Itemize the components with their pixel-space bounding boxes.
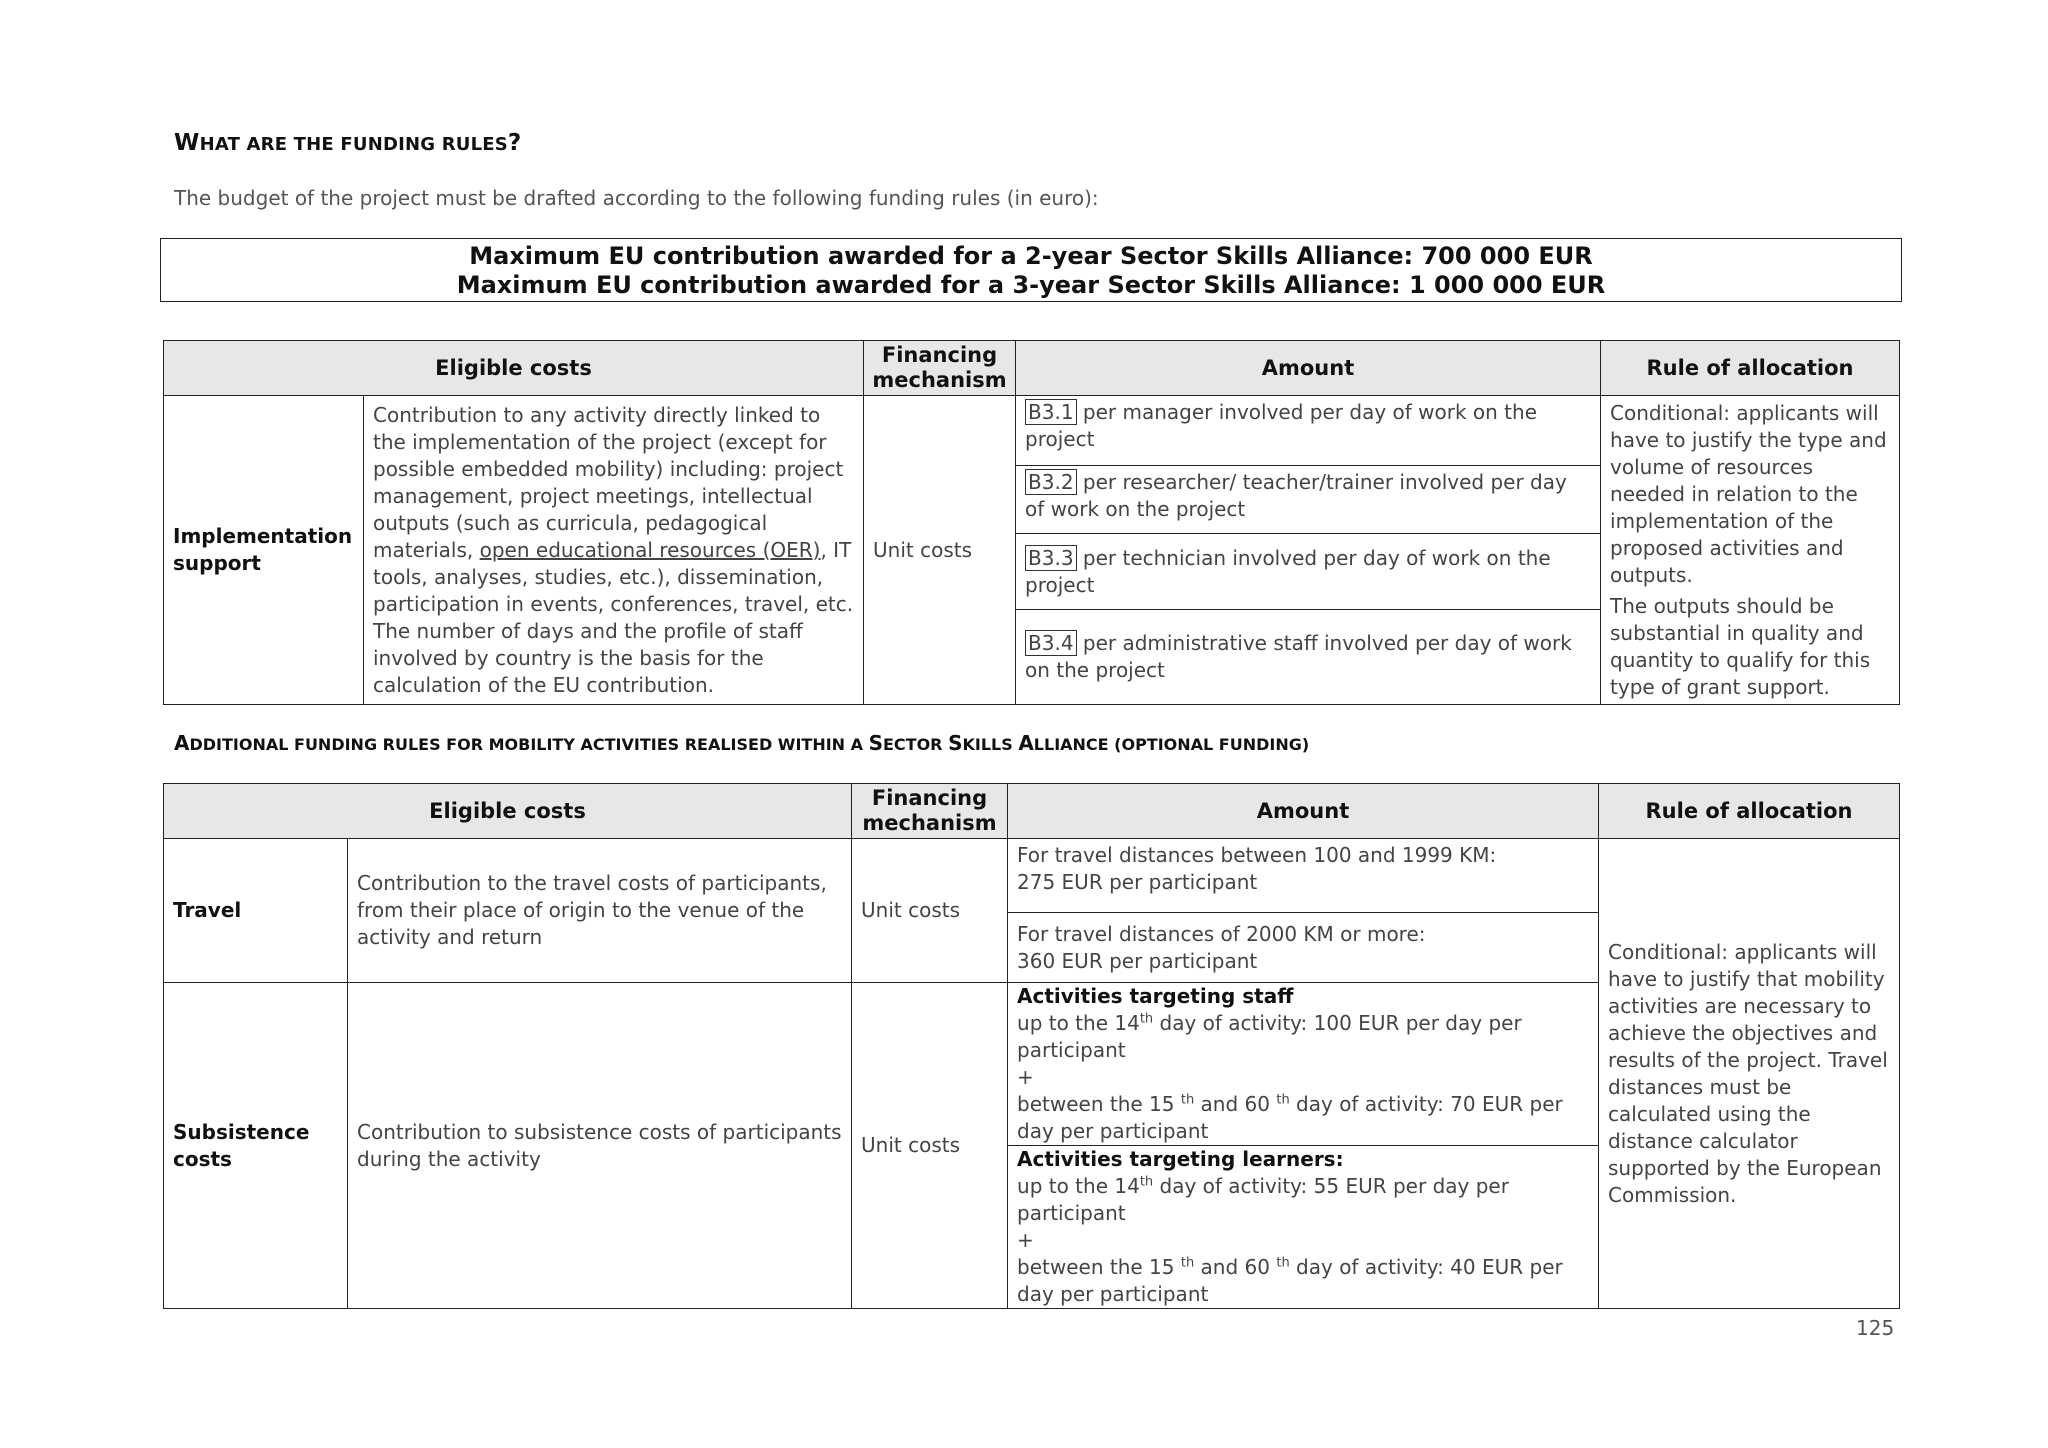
travel-band-distance: For travel distances of 2000 KM or more: (1017, 921, 1426, 946)
header-amount: Amount (1008, 784, 1599, 839)
heading-part: LLIANCE (1033, 735, 1115, 754)
learners-rate-second (1017, 1254, 1589, 1308)
rule-paragraph: Conditional: applicants will have to justify the type and volume of resources needed in relation to the implementation of the proposed activities and outputs. (1610, 401, 1887, 587)
travel-band-cell (1008, 839, 1599, 913)
implementation-table (163, 340, 1900, 705)
heading-part: (OPTIONAL FUNDING) (1114, 735, 1310, 754)
heading-initial: W (174, 130, 200, 156)
amount-cell (1016, 466, 1601, 534)
heading-rest: HAT ARE THE FUNDING RULES (199, 134, 508, 155)
staff-rate-first (1017, 1010, 1589, 1064)
travel-label: Travel (164, 839, 348, 983)
ordinal-suffix: th (1139, 1011, 1154, 1027)
header-row (164, 341, 1900, 396)
header-rule-of-allocation: Rule of allocation (1599, 784, 1900, 839)
unit-cost-code: B3.1 (1025, 399, 1077, 425)
page-number: 125 (1856, 1316, 1895, 1340)
learners-amount-cell (1008, 1146, 1599, 1309)
rate-text: day of activity: 100 EUR per day per participant (1017, 1011, 1522, 1062)
plus-sign: + (1017, 1228, 1034, 1252)
travel-band-amount: 360 EUR per participant (1017, 948, 1258, 973)
amount-text: per technician involved per day of work on the project (1025, 545, 1551, 597)
max-contribution-box (160, 238, 1902, 302)
staff-rate-second (1017, 1091, 1589, 1145)
subsistence-description: Contribution to subsistence costs of participants during the activity (348, 983, 852, 1309)
learners-title: Activities targeting learners: (1017, 1147, 1344, 1171)
header-row (164, 784, 1900, 839)
plus-sign: + (1017, 1065, 1034, 1089)
description-text: Contribution to any activity directly linked to the implementation of the project (except for possible embedded mobility) including: project management, project meetings, intellectual outputs (such as curricula, pedagogical materials, (373, 403, 844, 562)
travel-description: Contribution to the travel costs of participants, from their place of origin to the venue of the activity and return (348, 839, 852, 983)
rate-text: up to the 14 (1017, 1011, 1140, 1035)
implementation-rule (1601, 396, 1900, 705)
staff-amount-cell (1008, 983, 1599, 1146)
header-eligible-costs: Eligible costs (164, 784, 852, 839)
table-row (164, 839, 1900, 913)
heading-part: DDITIONAL FUNDING RULES FOR MOBILITY ACTIVITIES REALISED WITHIN A (189, 735, 869, 754)
header-financing-mechanism: Financing mechanism (864, 341, 1016, 396)
header-eligible-costs: Eligible costs (164, 341, 864, 396)
mobility-rule: Conditional: applicants will have to justify that mobility activities are necessary to achieve the objectives and results of the project. Travel distances must be calculated using the distance calculator supported by the European Commission. (1599, 839, 1900, 1309)
ordinal-suffix: th (1180, 1255, 1195, 1271)
ordinal-suffix: th (1139, 1174, 1154, 1190)
additional-rules-heading (174, 731, 1309, 755)
staff-title: Activities targeting staff (1017, 984, 1294, 1008)
rate-text: between the 15 (1017, 1255, 1181, 1279)
intro-text: The budget of the project must be drafted according to the following funding rules (in euro): (174, 186, 1099, 210)
heading-part: ECTOR (882, 735, 949, 754)
learners-rate-first (1017, 1173, 1589, 1227)
header-amount: Amount (1016, 341, 1601, 396)
amount-cell (1016, 610, 1601, 705)
rate-text: and 60 (1194, 1092, 1277, 1116)
header-rule-of-allocation: Rule of allocation (1601, 341, 1900, 396)
header-financing-mechanism: Financing mechanism (852, 784, 1008, 839)
implementation-description (364, 396, 864, 705)
subsistence-label: Subsistence costs (164, 983, 348, 1309)
description-text: , IT tools, analyses, studies, etc.), dissemination, participation in events, conferences, travel, etc. The number of days and the profile of staff involved by country is the basis for the calculation of the EU contribution. (373, 538, 854, 697)
rate-text: between the 15 (1017, 1092, 1181, 1116)
mobility-table (163, 783, 1900, 1309)
rate-text: day of activity: 40 EUR per day per participant (1017, 1255, 1563, 1306)
heading-initial: S (948, 731, 963, 755)
unit-cost-code: B3.2 (1025, 469, 1077, 495)
amount-cell (1016, 534, 1601, 610)
heading-mark: ? (507, 130, 522, 156)
max-contribution-3-year: Maximum EU contribution awarded for a 3-year Sector Skills Alliance: 1 000 000 EUR (456, 271, 1606, 299)
heading-initial: S (868, 731, 883, 755)
heading-initial: A (1018, 731, 1034, 755)
implementation-mechanism: Unit costs (864, 396, 1016, 705)
heading-part: KILLS (962, 735, 1019, 754)
ordinal-suffix: th (1180, 1092, 1195, 1108)
oer-link[interactable]: open educational resources (OER) (479, 538, 821, 562)
section-heading (174, 130, 521, 156)
max-contribution-2-year: Maximum EU contribution awarded for a 2-year Sector Skills Alliance: 700 000 EUR (469, 242, 1593, 270)
ordinal-suffix: th (1276, 1255, 1290, 1271)
unit-cost-code: B3.4 (1025, 630, 1077, 656)
rate-text: day of activity: 55 EUR per day per participant (1017, 1174, 1509, 1225)
travel-band-cell (1008, 913, 1599, 983)
travel-mechanism: Unit costs (852, 839, 1008, 983)
travel-band-distance: For travel distances between 100 and 1999 KM: (1017, 843, 1497, 867)
heading-initial: A (174, 731, 190, 755)
ordinal-suffix: th (1276, 1092, 1290, 1108)
rule-paragraph: The outputs should be substantial in quality and quantity to qualify for this type of grant support. (1610, 594, 1871, 699)
rate-text: up to the 14 (1017, 1174, 1140, 1198)
amount-text: per researcher/ teacher/trainer involved per day of work on the project (1025, 470, 1567, 521)
unit-cost-code: B3.3 (1025, 545, 1077, 571)
rate-text: day of activity: 70 EUR per day per participant (1017, 1092, 1563, 1143)
amount-text: per manager involved per day of work on the project (1025, 400, 1537, 451)
travel-band-amount: 275 EUR per participant (1017, 870, 1258, 894)
amount-cell (1016, 396, 1601, 466)
implementation-support-label: Implementation support (164, 396, 364, 705)
subsistence-mechanism: Unit costs (852, 983, 1008, 1309)
amount-text: per administrative staff involved per day of work on the project (1025, 631, 1572, 682)
table-row (164, 396, 1900, 466)
rate-text: and 60 (1194, 1255, 1277, 1279)
